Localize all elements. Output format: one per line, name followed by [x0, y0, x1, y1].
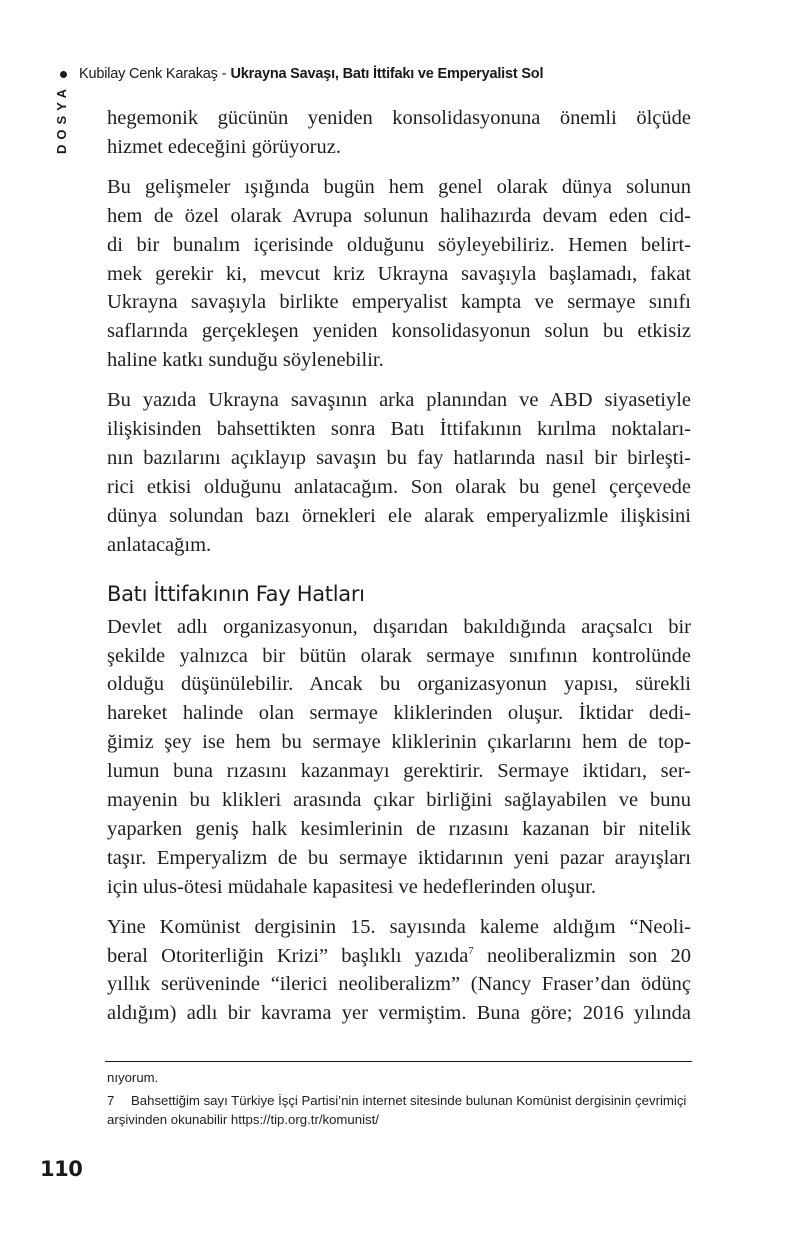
- paragraph-1: [107, 104, 691, 162]
- text-line: hareket halinde olan sermaye kliklerinden oluşur. İktidar dedi-: [107, 702, 691, 725]
- running-head-text: [79, 66, 543, 82]
- text-line: dünya solundan bazı örnekleri ele alarak emperyalizmle ilişkisini: [107, 504, 691, 527]
- text-line: haline katkı sunduğu söylenebilir.: [107, 349, 384, 372]
- text-line: taşır. Emperyalizm de bu sermaye iktidarının yeni pazar arayışları: [107, 846, 691, 869]
- bullet-icon: [60, 71, 67, 78]
- text-line: yıllık serüveninde “ilerici neoliberalizm” (Nancy Fraser’dan ödünç: [107, 973, 691, 996]
- footnote-divider: [105, 1061, 692, 1062]
- article-body: [107, 104, 691, 1039]
- text-line: Devlet adlı organizasyonun, dışarıdan bakıldığında araçsalcı bir: [107, 615, 691, 638]
- text-line: ğimiz şey ise hem bu sermaye kliklerinin çıkarlarını hem de top-: [107, 731, 691, 754]
- text-line: mek gerekir ki, mevcut kriz Ukrayna savaşıyla başlamadı, fakat: [107, 262, 691, 285]
- paragraph-5: [107, 913, 691, 1029]
- text-line: saflarında gerçekleşen yeniden konsolidasyonun solun bu etkisiz: [107, 320, 691, 343]
- footnote-7: [107, 1091, 693, 1129]
- paragraph-4: [107, 613, 691, 902]
- text-line: aldığım) adlı bir kavrama yer vermiştim. Buna göre; 2016 yılında: [107, 1002, 691, 1025]
- text-line: Bu yazıda Ukrayna savaşının arka planından ve ABD siyasetiyle: [107, 389, 691, 412]
- text-line: anlatacağım.: [107, 533, 212, 556]
- text-line: Ukrayna savaşıyla birlikte emperyalist kampta ve sermaye sınıfı: [107, 291, 691, 314]
- page-number: 110: [40, 1157, 83, 1181]
- text-line: lumun buna rızasını kazanmayı gerektirir. Sermaye iktidarı, ser-: [107, 760, 691, 783]
- text-line: mayenin bu klikleri arasında çıkar birliğini sağlayabilen ve bunu: [107, 789, 691, 812]
- text-line: hegemonik gücünün yeniden konsolidasyonuna önemli ölçüde: [107, 107, 691, 129]
- section-label: DOSYA: [54, 83, 69, 154]
- text-line: nın bazılarını açıklayıp savaşın bu fay hatlarında nasıl bir birleşti-: [107, 446, 691, 469]
- text-fragment: neoliberalizmin son 20: [473, 944, 691, 967]
- text-line-with-footnote-ref: [107, 942, 691, 971]
- paragraph-3: [107, 386, 691, 559]
- text-fragment: beral Otoriterliğin Krizi” başlıklı yazıda: [107, 944, 469, 967]
- footnotes: [107, 1068, 693, 1133]
- running-head-author: Kubilay Cenk Karakaş: [79, 66, 218, 82]
- text-line: di bir bunalım içerisinde olduğunu söyleyebiliriz. Hemen belirt-: [107, 233, 691, 256]
- running-head-article-title: Ukrayna Savaşı, Batı İttifakı ve Emperyalist Sol: [230, 66, 544, 82]
- footnote-ref-7[interactable]: 7: [468, 944, 474, 957]
- text-line: Bu gelişmeler ışığında bugün hem genel olarak dünya solunun: [107, 175, 691, 198]
- paragraph-2: [107, 173, 691, 375]
- footnote-text: Bahsettiğim sayı Türkiye İşçi Partisi’nin internet sitesinde bulunan Komünist dergisinin çevrimiçi arşivinden okunabilir https://tip.org.tr/komunist/: [107, 1093, 687, 1127]
- text-line: rici etkisi olduğunu anlatacağım. Son olarak bu genel çerçevede: [107, 475, 691, 498]
- footnote-number: 7: [107, 1093, 115, 1108]
- section-heading: Batı İttifakının Fay Hatları: [107, 581, 365, 606]
- text-line: hizmet edeceğini görüyoruz.: [107, 135, 341, 158]
- text-line: olduğu düşünülebilir. Ancak bu organizasyonun yapısı, sürekli: [107, 673, 691, 696]
- text-line: Yine Komünist dergisinin 15. sayısında kaleme aldığım “Neoli-: [107, 915, 691, 938]
- text-line: hem de özel olarak Avrupa solunun halihazırda devam eden cid-: [107, 204, 691, 227]
- running-head-separator: -: [221, 66, 227, 82]
- text-line: ilişkisinden bahsettikten sonra Batı İttifakının kırılma noktaları-: [107, 418, 691, 441]
- text-line: şekilde yalnızca bir bütün olarak sermaye sınıfının kontrolünde: [107, 644, 691, 667]
- text-line: için ulus-ötesi müdahale kapasitesi ve hedeflerinden oluşur.: [107, 875, 597, 898]
- text-line: yaparken geniş halk kesimlerinin de rızasını kazanan bir nitelik: [107, 817, 691, 840]
- running-head: [60, 64, 543, 84]
- footnote-continuation: nıyorum.: [107, 1070, 159, 1085]
